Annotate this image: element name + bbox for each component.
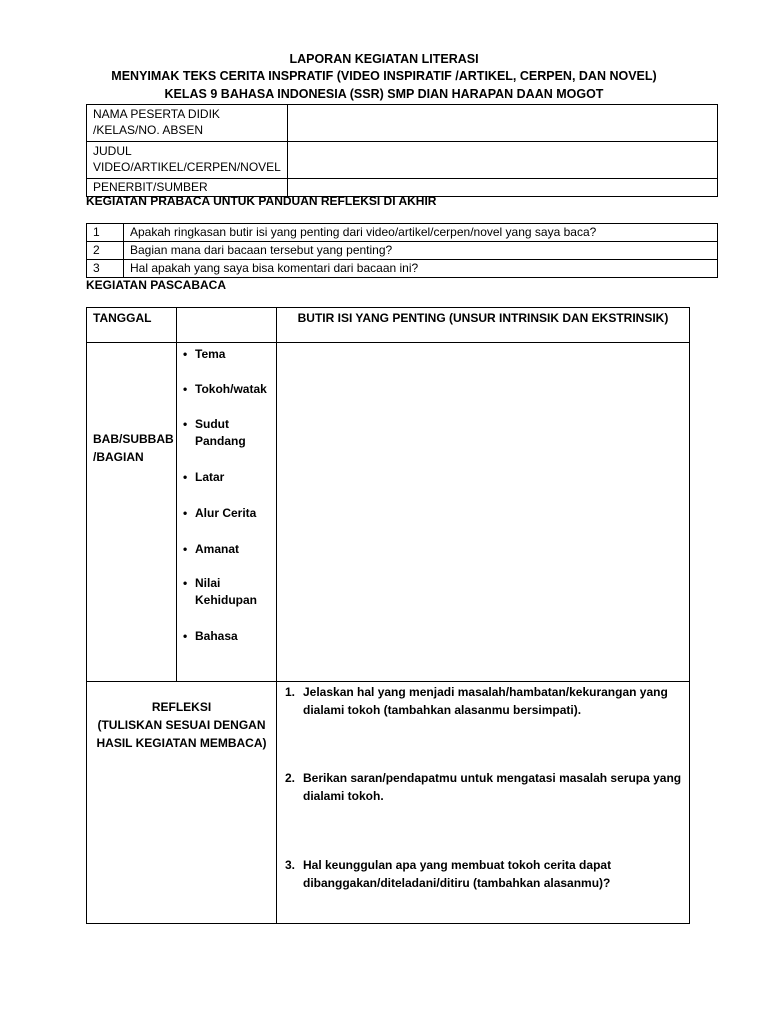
title-label-cell <box>87 142 288 179</box>
question-text-cont: dibanggakan/diteladani/ditiru (tambahkan alasanmu)? <box>303 876 611 890</box>
section-label-line1: BAB/SUBBAB <box>93 432 174 446</box>
bullet-icon: • <box>183 417 188 431</box>
content-header-cell <box>277 308 690 343</box>
content-field[interactable] <box>277 343 690 682</box>
reflection-question <box>285 683 685 719</box>
list-item <box>183 541 239 558</box>
element-tema: Tema <box>195 347 226 361</box>
bullet-icon: • <box>183 382 188 396</box>
list-item <box>183 505 256 522</box>
reflection-answer-field[interactable] <box>277 682 690 924</box>
section-label <box>93 430 174 466</box>
bullet-icon: • <box>183 542 188 556</box>
reflection-label <box>87 698 276 752</box>
section-label-cell <box>87 343 177 682</box>
report-subtitle: MENYIMAK TEKS CERITA INSPRATIF (VIDEO INSPIRATIF /ARTIKEL, CERPEN, DAN NOVEL) <box>111 69 657 83</box>
report-class-line: KELAS 9 BAHASA INDONESIA (SSR) SMP DIAN HARAPAN DAAN MOGOT <box>164 87 604 101</box>
element-nilai: Nilai <box>195 576 221 590</box>
reflection-label-line3: HASIL KEGIATAN MEMBACA) <box>96 736 267 750</box>
prabaca-row-number: 3 <box>87 260 124 278</box>
question-number: 1. <box>285 685 296 699</box>
element-latar: Latar <box>195 470 225 484</box>
reflection-label-line2: (TULISKAN SESUAI DENGAN <box>97 718 266 732</box>
name-label-line1: NAMA PESERTA DIDIK <box>93 107 220 121</box>
prabaca-row <box>87 260 718 278</box>
publisher-label: PENERBIT/SUMBER <box>87 179 288 197</box>
question-text: Hal keunggulan apa yang membuat tokoh cerita dapat <box>303 858 612 872</box>
question-text: Berikan saran/pendapatmu untuk mengatasi masalah serupa yang <box>303 771 682 785</box>
elements-cell <box>177 343 277 682</box>
pascabaca-table <box>86 307 690 924</box>
date-field[interactable] <box>177 308 277 343</box>
reflection-question <box>285 769 685 805</box>
title-field[interactable] <box>287 142 717 179</box>
list-item <box>183 416 246 450</box>
name-label-cell <box>87 105 288 142</box>
reflection-label-line1: REFLEKSI <box>151 700 212 714</box>
name-label-line2: /KELAS/NO. ABSEN <box>93 123 204 137</box>
list-item <box>183 628 238 645</box>
question-number: 3. <box>285 858 296 872</box>
date-label: TANGGAL <box>93 311 152 325</box>
name-field[interactable] <box>287 105 717 142</box>
list-item <box>183 381 267 398</box>
bullet-icon: • <box>183 470 188 484</box>
question-text-cont: dialami tokoh. <box>303 789 384 803</box>
prabaca-row-text: Bagian mana dari bacaan tersebut yang penting? <box>124 242 718 260</box>
element-alur: Alur Cerita <box>195 506 257 520</box>
bullet-icon: • <box>183 506 188 520</box>
bullet-icon: • <box>183 576 188 590</box>
identity-table <box>86 104 718 197</box>
title-label-line2: VIDEO/ARTIKEL/CERPEN/NOVEL <box>93 160 281 174</box>
title-label-line1: JUDUL <box>93 144 132 158</box>
prabaca-heading: KEGIATAN PRABACA UNTUK PANDUAN REFLEKSI DI AKHIR <box>86 194 437 208</box>
question-text-cont: dialami tokoh (tambahkan alasanmu bersimpati). <box>303 703 582 717</box>
element-sudut-cont: Pandang <box>195 434 246 448</box>
reflection-question <box>285 856 685 892</box>
element-amanat: Amanat <box>195 542 240 556</box>
prabaca-row-text: Hal apakah yang saya bisa komentari dari bacaan ini? <box>124 260 718 278</box>
element-sudut: Sudut <box>195 417 229 431</box>
element-bahasa: Bahasa <box>195 629 238 643</box>
section-label-line2: /BAGIAN <box>93 450 144 464</box>
prabaca-table <box>86 223 718 278</box>
question-number: 2. <box>285 771 296 785</box>
element-nilai-cont: Kehidupan <box>195 593 257 607</box>
question-text: Jelaskan hal yang menjadi masalah/hambatan/kekurangan yang <box>303 685 668 699</box>
date-label-cell <box>87 308 177 343</box>
list-item <box>183 575 257 609</box>
list-item <box>183 346 225 363</box>
bullet-icon: • <box>183 347 188 361</box>
prabaca-row-number: 1 <box>87 224 124 242</box>
report-title: LAPORAN KEGIATAN LITERASI <box>289 52 479 66</box>
content-header: BUTIR ISI YANG PENTING (UNSUR INTRINSIK DAN EKSTRINSIK) <box>297 311 669 325</box>
prabaca-row <box>87 242 718 260</box>
pascabaca-heading: KEGIATAN PASCABACA <box>86 278 226 292</box>
reflection-label-cell <box>87 682 277 924</box>
element-tokoh: Tokoh/watak <box>195 382 267 396</box>
prabaca-row <box>87 224 718 242</box>
prabaca-row-number: 2 <box>87 242 124 260</box>
bullet-icon: • <box>183 629 188 643</box>
prabaca-row-text: Apakah ringkasan butir isi yang penting dari video/artikel/cerpen/novel yang saya baca? <box>124 224 718 242</box>
list-item <box>183 469 224 486</box>
